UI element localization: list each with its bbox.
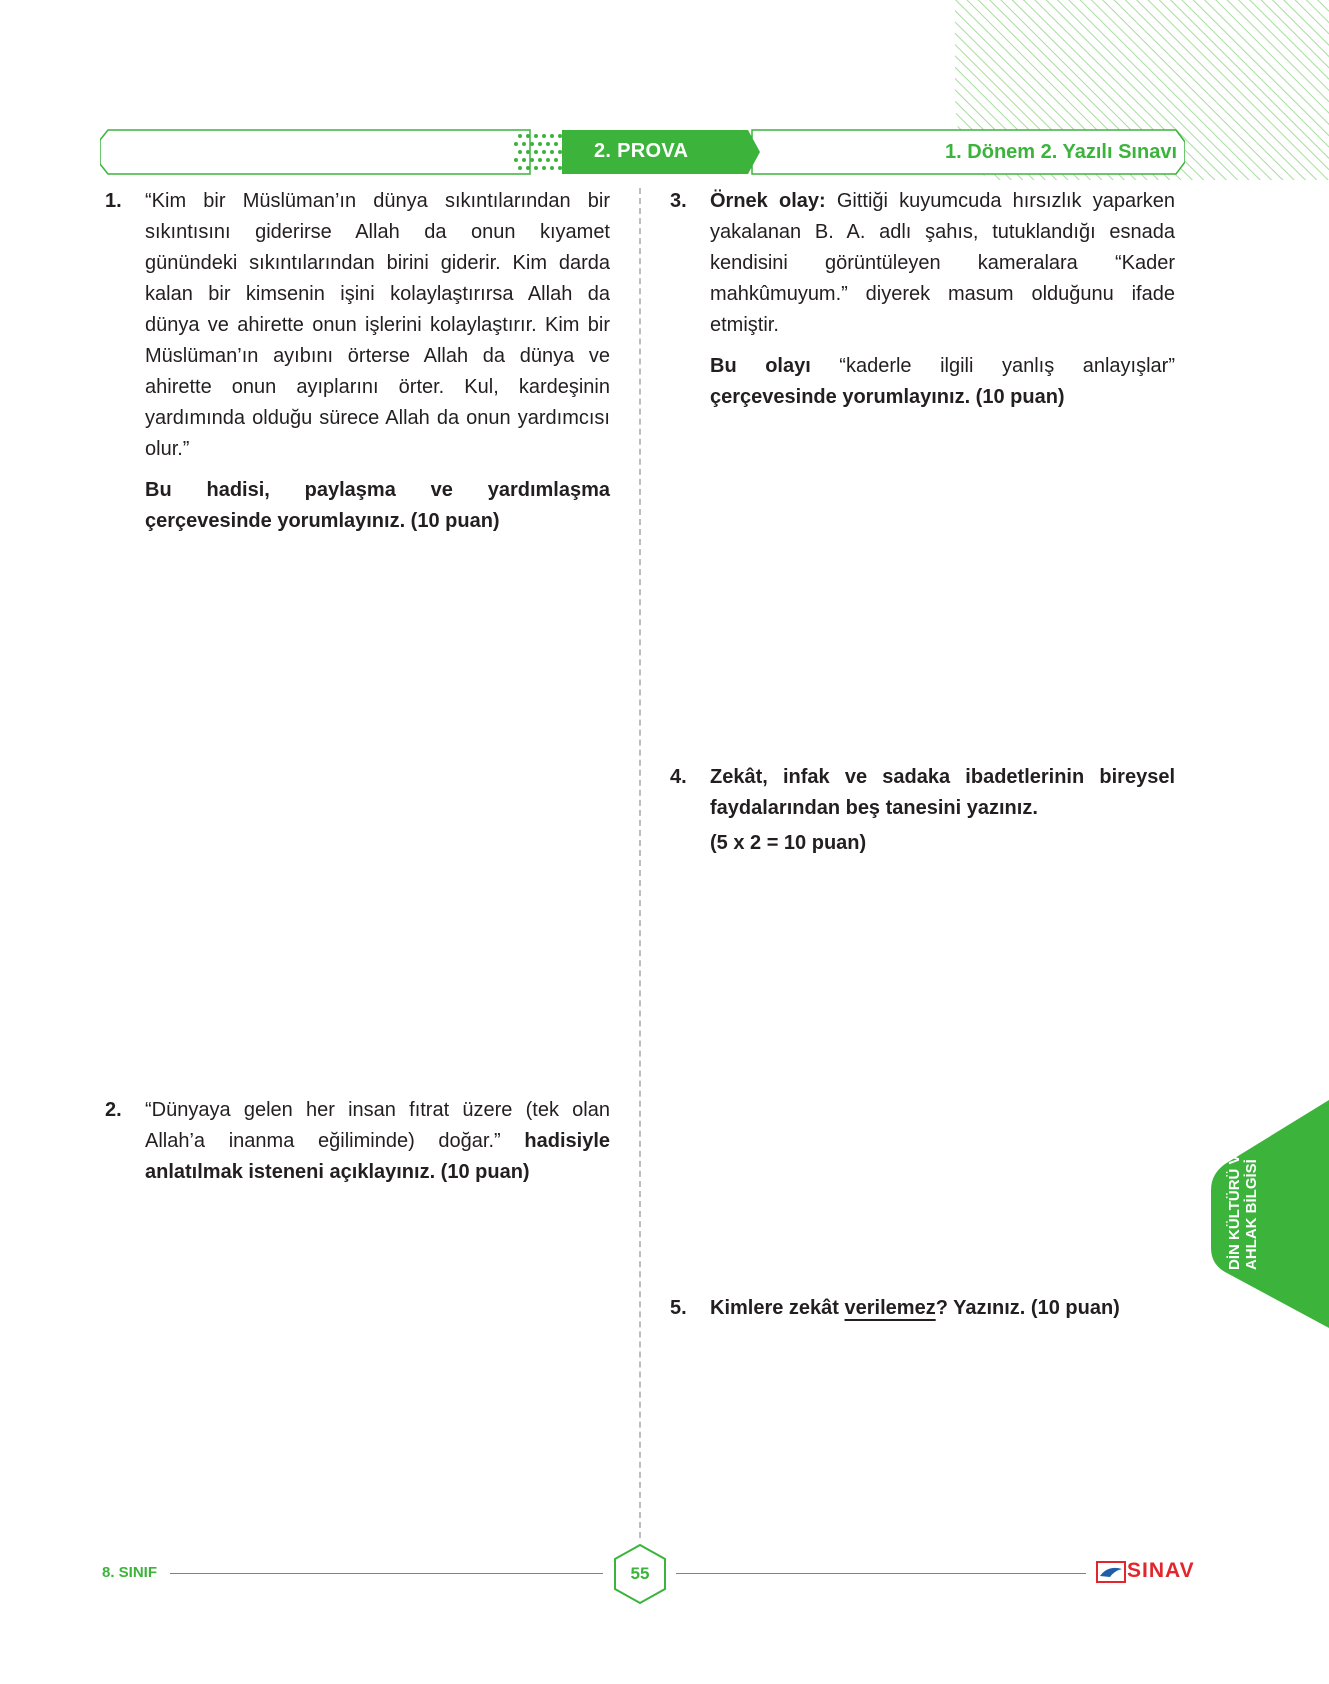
question-body: “Dünyaya gelen her insan fıtrat üzere (tek olan Allah’a inanma eğiliminde) doğar.” [145,1099,610,1152]
column-divider [639,188,641,1538]
question-body: Gittiği kuyumcuda hırsızlık yaparken yakalanan B. A. adlı şahıs, tutuklandığı esnada kendisini görüntüleyen kameralara “Kader mahkûmuyum.” diyerek masum olduğunu ifade etmiştir. [710,190,1175,336]
question-before: Kimlere zekât [710,1297,839,1319]
question-number: 4. [670,766,687,788]
question-instruction: Bu hadisi, paylaşma ve yardımlaşma çerçevesinde yorumlayınız. (10 puan) [145,479,610,532]
prova-label: 2. PROVA [594,140,689,162]
subject-label-line2: AHLAK BİLGİSİ [1243,1159,1260,1270]
question-body: “Kim bir Müslüman’ın dünya sıkıntılarından bir sıkıntısını giderirse Allah da onun kıyamet günündeki sıkıntılarından birini giderir. Kim darda kalan bir kimsenin işini kolaylaştırırsa Allah da dünya ve ahirette onun işlerini kolaylaştırır. Kim bir Müslüman’ın ayıbını örterse Allah da dünya ve ahirette onun ayıplarını örter. Kul, kardeşinin yardımında olduğu sürece Allah da onun yardımcısı olur.” [145,190,610,460]
question-2 [105,1095,611,1188]
publisher-logo-icon [1096,1561,1126,1583]
instruction-tail: çerçevesinde yorumlayınız. (10 puan) [710,386,1065,408]
footer-rule-left [170,1573,603,1574]
footer-rule-right [676,1573,1086,1574]
question-instruction: hadisiyle anlatılmak isteneni açıklayınız. (10 puan) [145,1130,611,1183]
subject-label-line1: DİN KÜLTÜRÜ VE [1226,1144,1243,1270]
question-5 [670,1293,1180,1324]
question-underlined: verilemez [844,1297,936,1319]
question-number: 1. [105,190,122,212]
page-number: 55 [630,1564,650,1583]
question-lead: Örnek olay: [710,190,826,212]
question-4 [670,762,1175,859]
question-number: 2. [105,1099,122,1121]
question-3 [670,186,1175,413]
question-number: 5. [670,1297,687,1319]
grade-label: 8. SINIF [102,1564,158,1581]
question-points: (5 x 2 = 10 puan) [710,832,867,854]
publisher-logo-text: SINAV [1127,1559,1195,1582]
subject-label [1226,1110,1260,1270]
exam-title: 1. Dönem 2. Yazılı Sınavı [945,141,1177,163]
question-body: Zekât, infak ve sadaka ibadetlerinin bireysel faydalarından beş tanesini yazınız. [710,766,1175,819]
instruction-quote: “kaderle ilgili yanlış anlayışlar” [839,355,1175,377]
question-number: 3. [670,190,687,212]
question-after: ? Yazınız. (10 puan) [935,1297,1120,1319]
question-1 [105,186,610,537]
instruction-lead: Bu olayı [710,355,811,377]
